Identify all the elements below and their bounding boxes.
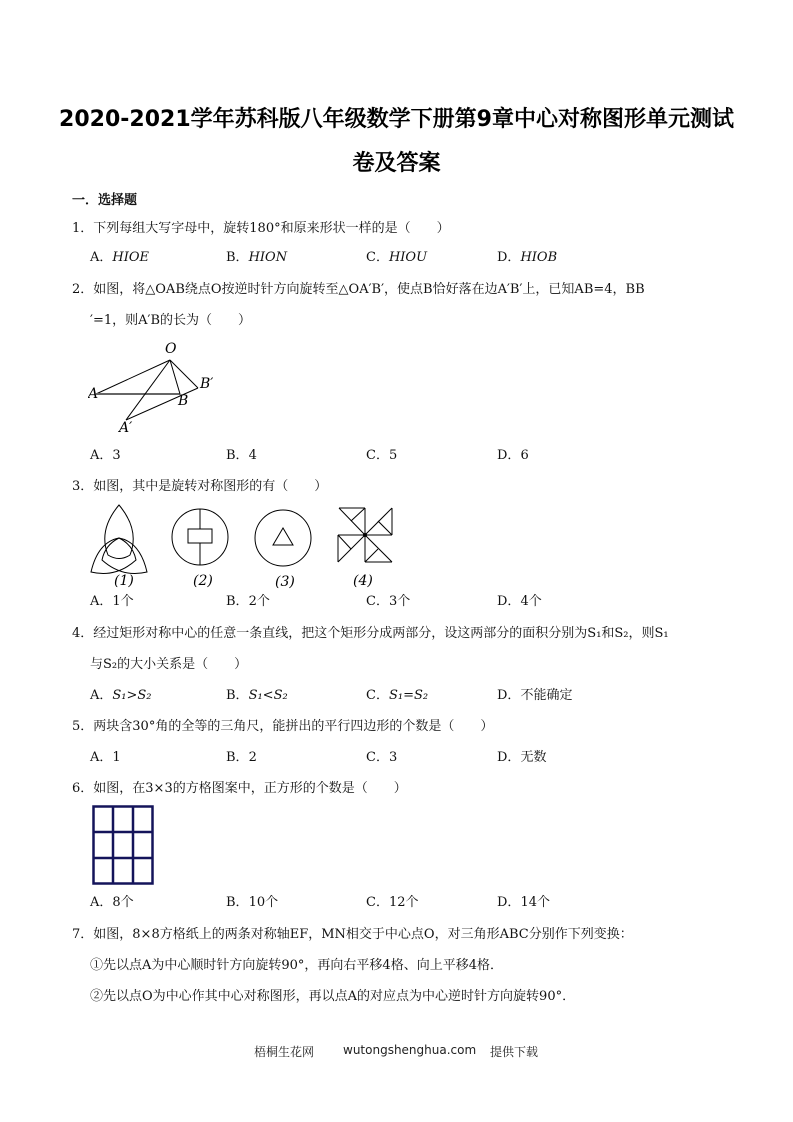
figure-3-circle-triangle bbox=[255, 510, 311, 566]
figure-2-circle-rectangle bbox=[172, 509, 228, 565]
q5-option-d: D．无数 bbox=[497, 750, 547, 765]
q6-option-c: C．12个 bbox=[366, 895, 419, 910]
q1-option-d: D．HIOB bbox=[497, 250, 558, 265]
q2-option-c: C．5 bbox=[366, 448, 398, 463]
svg-text:O: O bbox=[165, 341, 177, 357]
footer-site-name: 梧桐生花网 bbox=[254, 1045, 315, 1059]
question-stem-line1: 经过矩形对称中心的任意一条直线，把这个矩形分成两部分，设这两部分的面积分别为S₁和S₂，则S₁ bbox=[93, 626, 669, 641]
question-number: 6． bbox=[72, 781, 94, 796]
question-2 bbox=[72, 282, 645, 298]
q5-option-b: B．2 bbox=[226, 750, 257, 765]
question-2-line2: ′=1，则A′B的长为（ ） bbox=[90, 313, 252, 328]
footer-site-url[interactable]: wutongshenghua.com bbox=[343, 1043, 477, 1057]
question-4 bbox=[72, 626, 669, 642]
q6-3x3-grid-figure bbox=[92, 805, 154, 885]
q3-option-b: B．2个 bbox=[226, 594, 270, 609]
q3-option-a: A．1个 bbox=[90, 594, 134, 609]
question-5 bbox=[72, 719, 493, 735]
document-title-line2: 卷及答案 bbox=[352, 151, 441, 176]
question-number: 2． bbox=[72, 282, 94, 297]
question-6 bbox=[72, 781, 407, 797]
q2-option-b: B．4 bbox=[226, 448, 257, 463]
q7-sub-item-1: ①先以点A为中心顺时针方向旋转90°，再向右平移4格、向上平移4格． bbox=[90, 958, 503, 973]
q1-option-b: B．HION bbox=[226, 250, 288, 265]
question-number: 1． bbox=[72, 221, 94, 236]
q4-option-d: D．不能确定 bbox=[497, 688, 573, 703]
q1-option-c: C．HIOU bbox=[366, 250, 428, 265]
figure-4-pinwheel bbox=[338, 508, 392, 562]
q2-triangle-rotation-figure bbox=[88, 340, 213, 432]
q5-option-a: A．1 bbox=[90, 750, 121, 765]
question-stem: 两块含30°角的全等的三角尺，能拼出的平行四边形的个数是（ ） bbox=[93, 719, 494, 734]
q6-option-d: D．14个 bbox=[497, 895, 550, 910]
q4-option-b: B．S₁<S₂ bbox=[226, 688, 288, 703]
q4-option-c: C．S₁=S₂ bbox=[366, 688, 429, 703]
section-heading: 一．选择题 bbox=[72, 193, 138, 208]
q3-option-c: C．3个 bbox=[366, 594, 411, 609]
footer-note: 提供下载 bbox=[490, 1045, 539, 1059]
document-title-line1: 2020-2021学年苏科版八年级数学下册第9章中心对称图形单元测试 bbox=[59, 107, 734, 132]
svg-text:(3): (3) bbox=[275, 574, 295, 590]
q3-figures bbox=[88, 500, 418, 590]
q2-option-d: D．6 bbox=[497, 448, 529, 463]
q7-sub-item-2: ②先以点O为中心作其中心对称图形，再以点A的对应点为中心逆时针方向旋转90°． bbox=[90, 989, 576, 1004]
svg-text:(4): (4) bbox=[353, 573, 373, 589]
svg-text:B: B bbox=[178, 393, 189, 409]
figure-1-trefoil bbox=[91, 505, 147, 574]
question-stem: 下列每组大写字母中，旋转180°和原来形状一样的是（ ） bbox=[93, 221, 450, 236]
svg-text:A: A bbox=[88, 386, 99, 402]
q2-option-a: A．3 bbox=[90, 448, 121, 463]
q6-option-b: B．10个 bbox=[226, 895, 279, 910]
question-stem-line1: 如图，将△OAB绕点O按逆时针方向旋转至△OA′B′，使点B恰好落在边A′B′上，已知AB=4，BB bbox=[93, 282, 645, 297]
question-stem: 如图，8×8方格纸上的两条对称轴EF，MN相交于中心点O，对三角形ABC分别作下列变换： bbox=[93, 927, 633, 942]
question-4-line2: 与S₂的大小关系是（ ） bbox=[90, 657, 248, 672]
q6-option-a: A．8个 bbox=[90, 895, 134, 910]
question-stem: 如图，在3×3的方格图案中，正方形的个数是（ ） bbox=[93, 781, 407, 796]
question-1 bbox=[72, 221, 450, 237]
svg-text:(1): (1) bbox=[114, 573, 134, 589]
question-7 bbox=[72, 927, 633, 943]
question-number: 5． bbox=[72, 719, 94, 734]
svg-text:(2): (2) bbox=[193, 573, 213, 589]
question-3 bbox=[72, 479, 327, 495]
q5-option-c: C．3 bbox=[366, 750, 398, 765]
svg-text:A′: A′ bbox=[119, 420, 133, 432]
question-number: 4． bbox=[72, 626, 94, 641]
question-stem: 如图，其中是旋转对称图形的有（ ） bbox=[93, 479, 328, 494]
question-number: 7． bbox=[72, 927, 94, 942]
q3-option-d: D．4个 bbox=[497, 594, 542, 609]
q4-option-a: A．S₁>S₂ bbox=[90, 688, 152, 703]
question-number: 3． bbox=[72, 479, 94, 494]
q1-option-a: A．HIOE bbox=[90, 250, 150, 265]
svg-text:B′: B′ bbox=[200, 376, 213, 392]
